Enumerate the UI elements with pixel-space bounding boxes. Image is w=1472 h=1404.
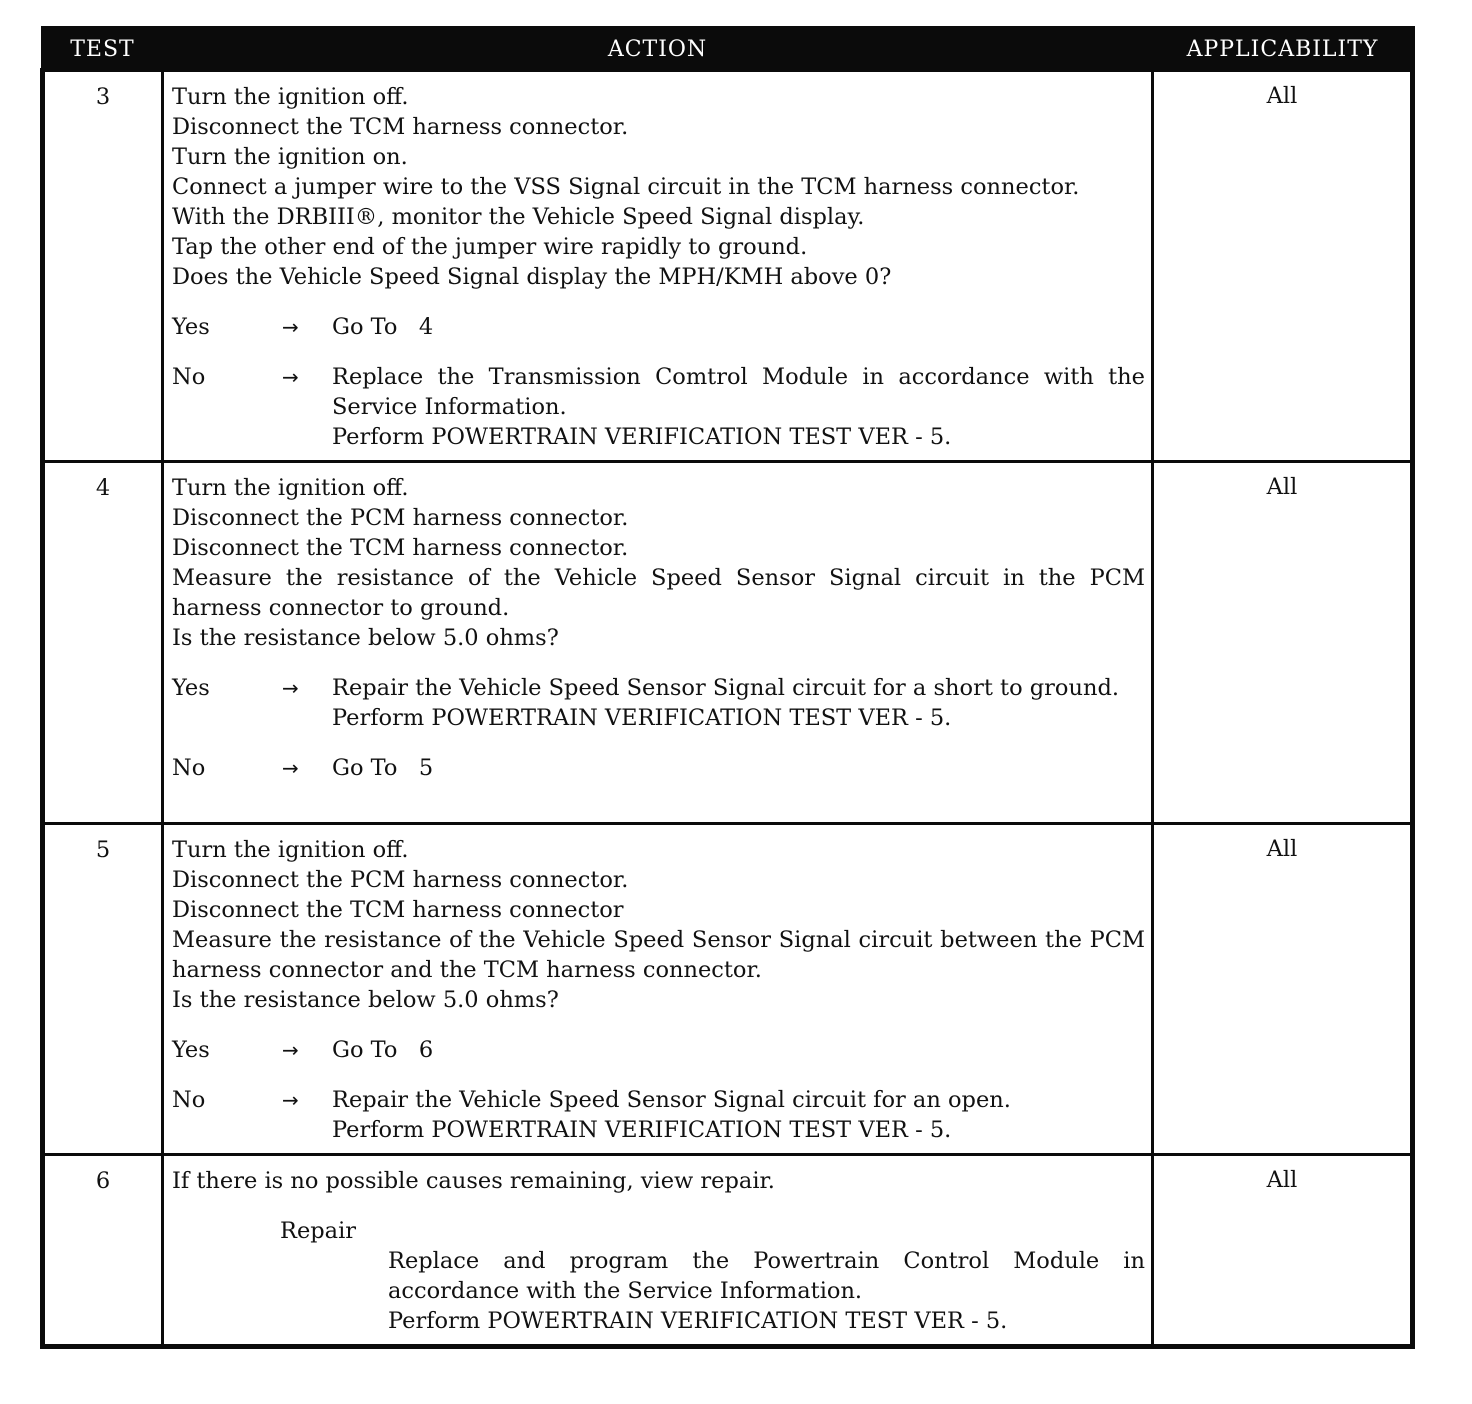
repair-line: Perform POWERTRAIN VERIFICATION TEST VER - 5. <box>388 1308 1008 1334</box>
arrow-right-icon: → <box>282 756 299 780</box>
action-steps <box>172 835 1145 1015</box>
action-step: Turn the ignition off. <box>172 837 409 863</box>
result-line: Perform POWERTRAIN VERIFICATION TEST VER - 5. <box>332 1117 952 1143</box>
result-line: Go To 5 <box>332 755 434 781</box>
result-yes <box>172 1035 1145 1065</box>
action-step: Does the Vehicle Speed Signal display the MPH/KMH above 0? <box>172 264 892 290</box>
result-no-text <box>332 1085 1145 1145</box>
action-step: Disconnect the TCM harness connector <box>172 897 624 923</box>
result-yes-label: Yes <box>172 1037 210 1063</box>
action-step: With the DRBIII®, monitor the Vehicle Speed Signal display. <box>172 204 865 230</box>
result-no-label: No <box>172 1087 206 1113</box>
action-steps <box>172 82 1145 292</box>
result-line: Replace the Transmission Comtrol Module in accordance with the Service Information. <box>332 364 1153 420</box>
action-step: Turn the ignition off. <box>172 475 409 501</box>
action-step: Turn the ignition on. <box>172 144 408 170</box>
result-yes-text <box>332 1035 1145 1065</box>
action-steps <box>172 1166 1145 1196</box>
action-cell <box>163 462 1153 824</box>
result-no <box>172 362 1153 452</box>
action-step: Connect a jumper wire to the VSS Signal circuit in the TCM harness connector. <box>172 174 1080 200</box>
repair-label: Repair <box>280 1218 357 1244</box>
action-step: Is the resistance below 5.0 ohms? <box>172 987 559 1013</box>
test-row <box>43 70 1413 462</box>
result-no-label: No <box>172 755 206 781</box>
test-row <box>43 824 1413 1155</box>
arrow-right-icon: → <box>282 315 299 339</box>
action-step: If there is no possible causes remaining, view repair. <box>172 1168 775 1194</box>
repair-line: Replace and program the Powertrain Control Module in accordance with the Service Information. <box>388 1248 1145 1304</box>
action-step: Measure the resistance of the Vehicle Speed Sensor Signal circuit between the PCM harness connector and the TCM harness connector. <box>172 927 1145 983</box>
action-cell <box>163 70 1153 462</box>
result-yes-text <box>332 673 1145 733</box>
test-row <box>43 1155 1413 1347</box>
result-line: Go To 6 <box>332 1037 434 1063</box>
applicability-value: All <box>1153 1155 1413 1347</box>
test-row <box>43 462 1413 824</box>
action-steps <box>172 473 1145 653</box>
arrow-right-icon: → <box>282 365 299 389</box>
table-header-row <box>43 28 1413 70</box>
applicability-value: All <box>1153 824 1413 1155</box>
arrow-right-icon: → <box>282 1088 299 1112</box>
result-no <box>172 753 1145 783</box>
action-step: Measure the resistance of the Vehicle Speed Sensor Signal circuit in the PCM harness connector to ground. <box>172 565 1145 621</box>
header-applicability: APPLICABILITY <box>1153 28 1413 70</box>
result-line: Go To 4 <box>332 314 434 340</box>
result-yes-text <box>332 312 1145 342</box>
result-yes-label: Yes <box>172 314 210 340</box>
result-yes <box>172 312 1145 342</box>
diagnostic-test-table <box>40 26 1415 1349</box>
action-step: Disconnect the TCM harness connector. <box>172 535 629 561</box>
action-step: Is the resistance below 5.0 ohms? <box>172 625 559 651</box>
header-test: TEST <box>43 28 163 70</box>
action-step: Disconnect the PCM harness connector. <box>172 505 629 531</box>
test-number: 5 <box>43 824 163 1155</box>
repair-block <box>172 1216 1145 1336</box>
result-yes-label: Yes <box>172 675 210 701</box>
result-line: Perform POWERTRAIN VERIFICATION TEST VER - 5. <box>332 424 952 450</box>
arrow-right-icon: → <box>282 1038 299 1062</box>
result-no-text <box>332 362 1153 452</box>
action-step: Disconnect the TCM harness connector. <box>172 114 629 140</box>
result-no <box>172 1085 1145 1145</box>
header-action: ACTION <box>163 28 1153 70</box>
test-number: 6 <box>43 1155 163 1347</box>
action-cell <box>163 824 1153 1155</box>
test-number: 3 <box>43 70 163 462</box>
action-step: Disconnect the PCM harness connector. <box>172 867 629 893</box>
applicability-value: All <box>1153 462 1413 824</box>
result-line: Repair the Vehicle Speed Sensor Signal circuit for a short to ground. <box>332 675 1120 701</box>
arrow-right-icon: → <box>282 676 299 700</box>
result-no-text <box>332 753 1145 783</box>
action-cell <box>163 1155 1153 1347</box>
result-line: Repair the Vehicle Speed Sensor Signal circuit for an open. <box>332 1087 1011 1113</box>
action-step: Turn the ignition off. <box>172 84 409 110</box>
applicability-value: All <box>1153 70 1413 462</box>
test-number: 4 <box>43 462 163 824</box>
result-yes <box>172 673 1145 733</box>
action-step: Tap the other end of the jumper wire rapidly to ground. <box>172 234 808 260</box>
result-line: Perform POWERTRAIN VERIFICATION TEST VER - 5. <box>332 705 952 731</box>
result-no-label: No <box>172 364 206 390</box>
